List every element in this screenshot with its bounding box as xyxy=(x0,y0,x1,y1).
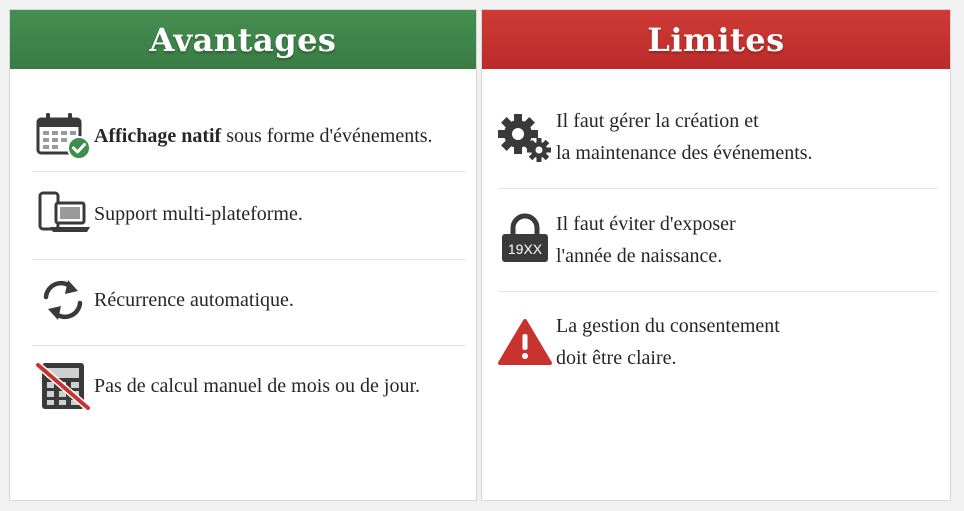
limite-text-birth-year: Il faut éviter d'exposer l'année de naissance. xyxy=(556,213,736,267)
warning-icon xyxy=(496,316,554,368)
calendar-check-icon xyxy=(34,110,92,162)
avantage-item-native-display xyxy=(34,110,433,162)
lock-label: 19XX xyxy=(507,241,543,257)
divider xyxy=(498,291,938,292)
limite-text-event-management: Il faut gérer la création et la maintenance des événements. xyxy=(556,110,813,164)
recurrence-icon xyxy=(34,274,92,326)
limite-item-event-management xyxy=(496,105,813,169)
limite-item-birth-year xyxy=(496,208,736,272)
avantage-item-multiplatform xyxy=(34,188,303,240)
limites-panel xyxy=(481,9,951,501)
lock-icon xyxy=(496,214,554,266)
avantage-text-recurrence: Récurrence automatique. xyxy=(94,289,294,311)
divider xyxy=(498,188,938,189)
divider xyxy=(32,259,466,260)
avantage-text-multiplatform: Support multi-plateforme. xyxy=(94,203,303,225)
gears-icon xyxy=(496,111,554,163)
avantage-item-no-manual-calc xyxy=(34,360,420,412)
divider xyxy=(32,171,466,172)
limite-item-consent xyxy=(496,310,780,374)
devices-icon xyxy=(34,188,92,240)
no-calculator-icon xyxy=(34,360,92,412)
divider xyxy=(32,345,466,346)
avantage-text-native-display: Affichage natif sous forme d'événements. xyxy=(94,125,433,147)
avantage-text-no-manual-calc: Pas de calcul manuel de mois ou de jour. xyxy=(94,375,421,397)
avantage-item-recurrence xyxy=(34,274,294,326)
avantages-panel xyxy=(9,9,477,501)
avantages-header: Avantages xyxy=(10,10,476,69)
limite-text-consent: La gestion du consentement doit être claire. xyxy=(556,315,780,369)
limites-header: Limites xyxy=(482,10,950,69)
